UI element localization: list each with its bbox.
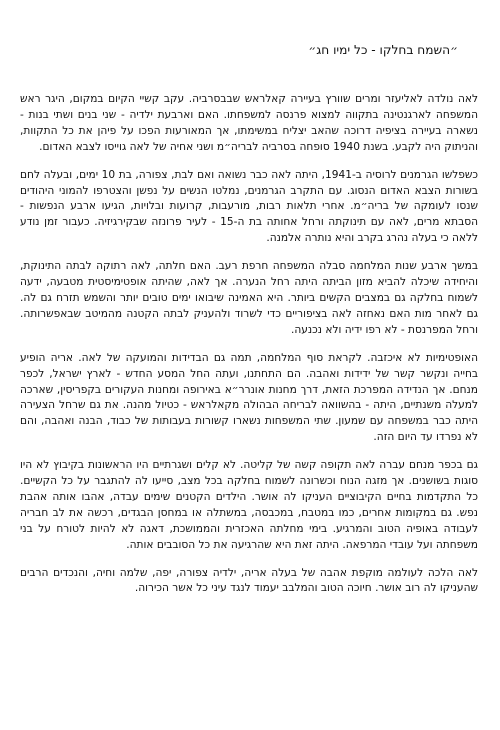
paragraph-2: כשפלשו הגרמנים לרוסיה ב-1941, היתה לאה כבר נשואה ואם לבת, צפורה, בת 10 ימים, ובעלה לחם בשורות הצבא האדום הנסוג. עם התקרב הגרמנים, נמלטו הנשים על נפשן והצטרפו להמוני היהודים שנסו לעומקה של בריה״מ. אחרי תלאות רבות, מורעבות, קרועות ובלויות, הגיעו ארבע הנפשות - הסבתא מרים, לאה עם תינוקתה ורחל אחותה בת ה-15 - לעיר פרונזה שבקירגיזיה. כעבור זמן נודע ללאה כי בעלה נהרג בקרב והיא נותרה אלמנה. xyxy=(20,168,478,245)
page-title: ״השמח בחלקו - כל ימיו חג״ xyxy=(308,43,458,57)
paragraph-6: לאה הלכה לעולמה מוקפת אהבה של בעלה אריה, ילדיה צפורה, יפה, שלמה וחיה, והנכדים הרבים שהעניקו לה רוב אושר. חיוכה הטוב והמלבב יעמוד לנגד עיני כל אשר הכירוה. xyxy=(20,566,478,595)
paragraph-4: האופטימיות לא איכזבה. לקראת סוף המלחמה, תמה גם הבדידות והמועקה של לאה. אריה הופיע בחייה ונקשר קשר של ידידות ואהבה. הם התחתנו, ועתה החל המסע החדש - לארץ ישראל, לכפר מנחם. אך הנדידה המפרכת הזאת, דרך מחנות אונרר״א באירופה ומחנות העקורים בקפריסין, שארכה למעלה משנתיים, היתה - בהשוואה לבריחה הבהולה מקאלראש - כטיול מהנה. את גם שרחל הצעירה היתה כבר במשפחה עם שמעון. שתי המשפחות נשארו קשורות בעבותות של כבוד, הבנה ואהבה, והם לא נפרדו עד היום הזה. xyxy=(20,351,478,444)
paragraph-5: גם בכפר מנחם עברה לאה תקופה קשה של קליטה. לא קלים ושגרתיים היו הראשונות בקיבוץ לא היו סוגות בשושנים. אך מזגה הנוח וכשרונה לשמוח בחלקה בכל מצב, סייעו לה להתגבר על כל הקשיים. כל התקדמות בחיים הקיבוציים העניקו לה אושר. הילדים הקטנים שימים עבדה, אהבו אותה אהבת נפש. גם במקומות אחרים, כמו במטבח, במכבסה, במשתלה או במחסן הבגדים, רכשה את לב חבריה לעבודה באופיה הטוב והמרגיע. בימי מחלתה האכזרית והממושכת, דאגה לא להיות לטורח על בני משפחתה ועל עובדי המרפאה. היתה זאת היא שהרגיעה את כל הסובבים אותה. xyxy=(20,459,478,551)
paragraph-3: במשך ארבע שנות המלחמה סבלה המשפחה חרפת רעב. האם חלתה, לאה רתוקה לבתה התינוקת, והיחידה שיכלה להביא מזון הביתה היתה רחל הנערה. אך לאה, שהיתה אופטימיסטית מטבעה, ידעה לשמוח בחלקה גם במצבים הקשים ביותר. היא האמינה שיבואו ימים טובים יותר והשמש תזרח גם לה. גם לאחר מות האם נאחזה לאה בציפוריים כדי לשרוד ולהעניק לבתה הקטנה מהמיטב שבאפשרותה. ורחל המפרנסת - לא רפו ידיה ולא נכנעה. xyxy=(20,260,478,336)
paragraph-1: לאה נולדה לאליעזר ומרים שוורץ בעיירה קאלראש שבבסרביה. עקב קשיי הקיום במקום, היגר ראש המשפחה לארגנטינה בתקווה למצוא פרנסה למשפחתו. האם וארבעת ילדיה - שני בנים ושתי בנות - נשארה בעיירה בציפיה דרוכה שהאב יצליח במשימתו, אך המאורעות הפכו על פיהן את כל התקוות, והניתוק היה לקבע. בשנת 1940 סופחה בסרביה לבריה״מ ושני אחיה של לאה גוייסו לצבא האדום. xyxy=(20,93,478,153)
